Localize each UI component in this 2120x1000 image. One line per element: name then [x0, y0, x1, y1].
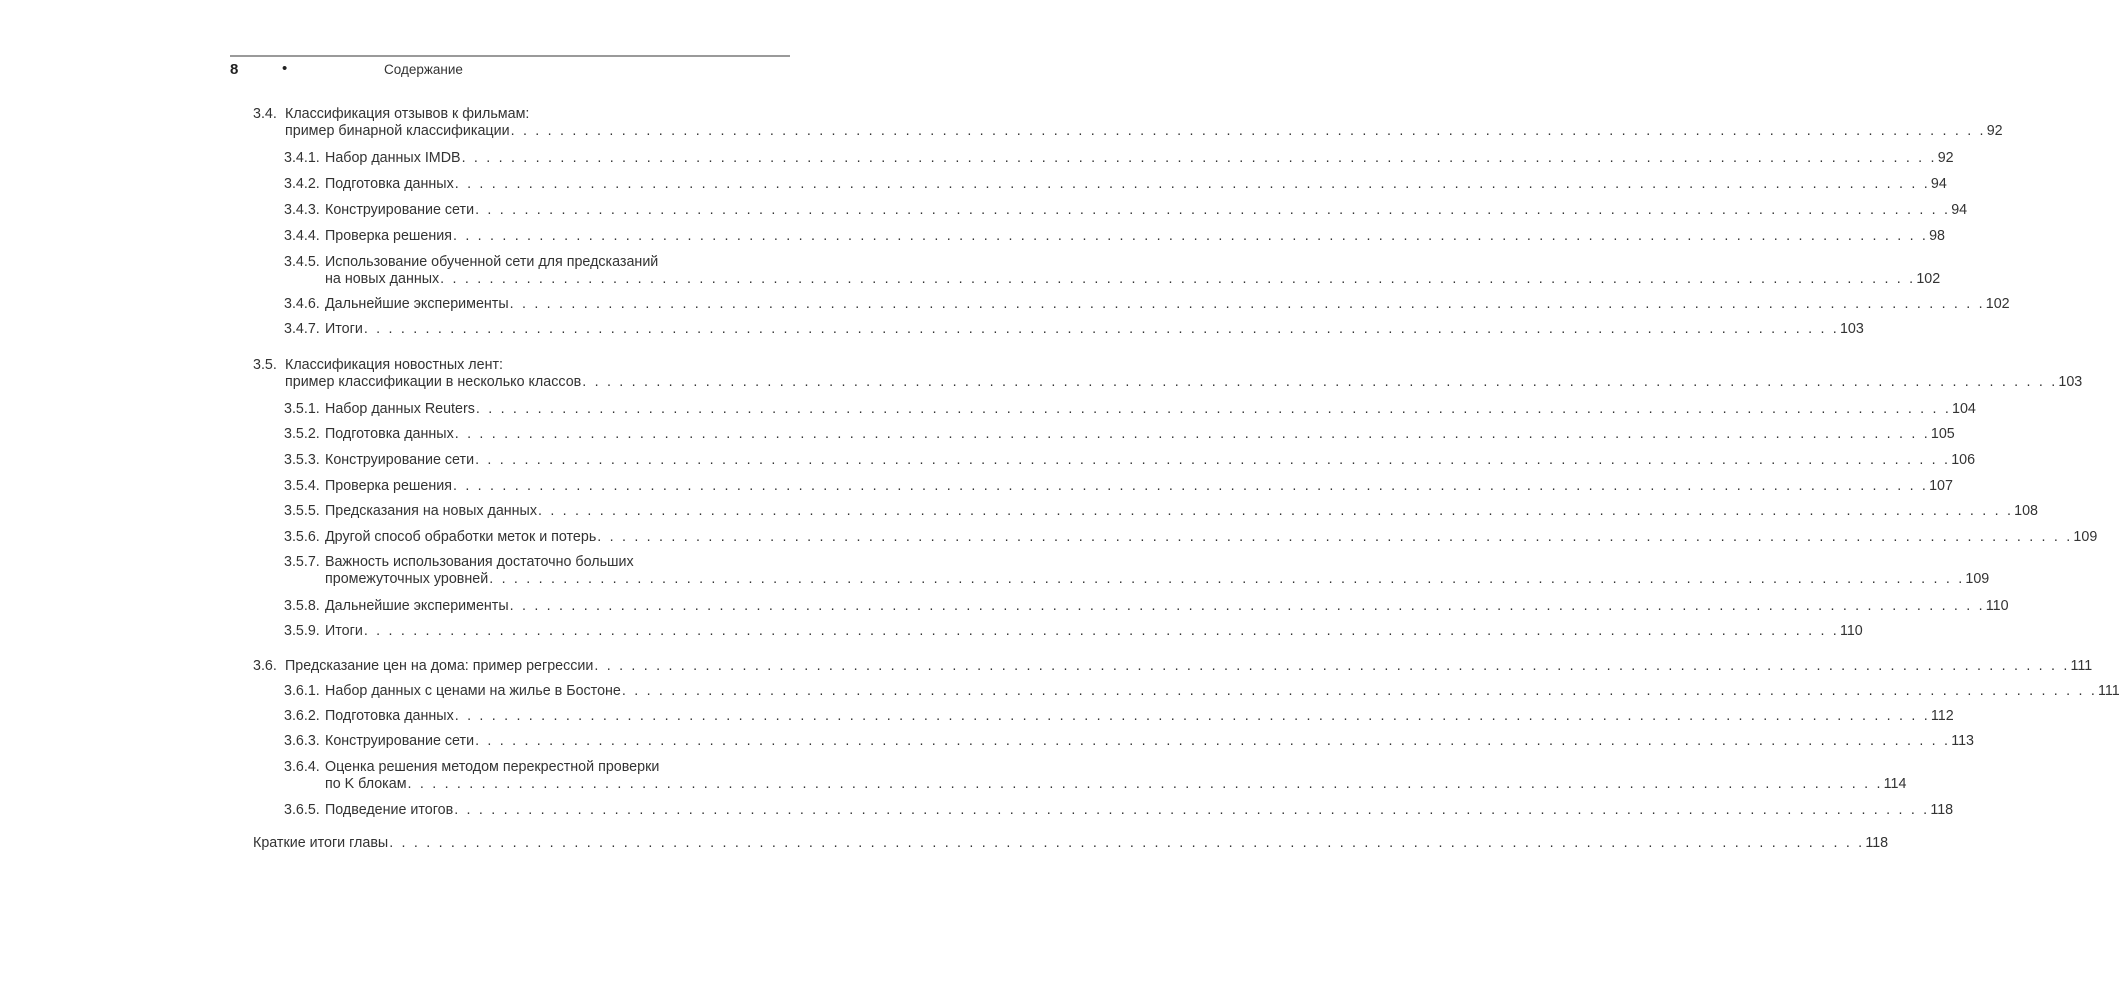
toc-entry-number: 3.4.5. [284, 254, 320, 270]
toc-entry-page: 98 [1929, 228, 1946, 244]
toc-entry-page: 111 [2070, 658, 2093, 674]
toc-entry-number: 3.5.9. [284, 623, 320, 639]
toc-entry[interactable] [284, 228, 1946, 245]
page-number: 8 [230, 61, 239, 78]
toc-entry-number: 3.5.1. [284, 401, 320, 417]
toc-entry[interactable] [284, 503, 2038, 520]
toc-entry-title: пример классификации в несколько классов [285, 374, 582, 390]
toc-entry[interactable] [284, 683, 2120, 700]
dot-leader: . . . . . . . . . . . . . . . . . . . . . . . . . . . . . . . . . . . . . . . . . . . . . . . . . . . . . . . . . . . . . . . . . . . . . . . . . . . . . . . . . . . . . . . . . . . . . . . . . . . . . . . . . . . . . . . . . . . . . . . . [454, 426, 1930, 442]
toc-entry[interactable] [284, 623, 1863, 640]
toc-entry-page: 106 [1951, 452, 1976, 468]
toc-entry-page: 118 [1930, 802, 1954, 818]
toc-entry-title: Проверка решения [325, 228, 452, 244]
toc-entry-title: Проверка решения [325, 478, 452, 494]
toc-entry-title: промежуточных уровней [325, 571, 489, 587]
toc-entry-title: пример бинарной классификации [285, 123, 510, 139]
toc-entry-page: 92 [1986, 123, 2003, 139]
dot-leader: . . . . . . . . . . . . . . . . . . . . . . . . . . . . . . . . . . . . . . . . . . . . . . . . . . . . . . . . . . . . . . . . . . . . . . . . . . . . . . . . . . . . . . . . . . . . . . . . . . . . . . . . . . . . . . . . . . . . . . . . [582, 374, 2058, 390]
running-header-title: Содержание [384, 62, 463, 77]
toc-entry-page: 94 [1930, 176, 1947, 192]
toc-entry[interactable] [284, 802, 1954, 819]
toc-entry-number: 3.6.1. [284, 683, 320, 699]
dot-leader: . . . . . . . . . . . . . . . . . . . . . . . . . . . . . . . . . . . . . . . . . . . . . . . . . . . . . . . . . . . . . . . . . . . . . . . . . . . . . . . . . . . . . . . . . . . . . . . . . . . . . . . . . . . . . . . . . . . . . . . . [454, 176, 1930, 192]
toc-entry-title: Краткие итоги главы [253, 835, 389, 851]
dot-leader: . . . . . . . . . . . . . . . . . . . . . . . . . . . . . . . . . . . . . . . . . . . . . . . . . . . . . . . . . . . . . . . . . . . . . . . . . . . . . . . . . . . . . . . . . . . . . . . . . . . . . . . . . . . . . . . . . . . . . . . . [363, 623, 1839, 639]
toc-entry[interactable] [284, 598, 2009, 615]
toc-entry-title: Подготовка данных [325, 176, 454, 192]
toc-entry-title: Дальнейшие эксперименты [325, 296, 509, 312]
toc-entry-page: 94 [1951, 202, 1968, 218]
toc-entry[interactable] [253, 357, 2083, 391]
dot-leader: . . . . . . . . . . . . . . . . . . . . . . . . . . . . . . . . . . . . . . . . . . . . . . . . . . . . . . . . . . . . . . . . . . . . . . . . . . . . . . . . . . . . . . . . . . . . . . . . . . . . . . . . . . . . . . . . . . . . . . . . [454, 708, 1930, 724]
toc-entry-title: Подведение итогов [325, 802, 454, 818]
toc-entry-page: 109 [1965, 571, 1990, 587]
toc-entry-number: 3.5.6. [284, 529, 320, 545]
toc-entry-number: 3.5.5. [284, 503, 320, 519]
toc-entry-title: Конструирование сети [325, 452, 475, 468]
toc-entry-title: Конструирование сети [325, 202, 475, 218]
toc-entry-title: Итоги [325, 321, 363, 337]
toc-entry[interactable] [253, 106, 2003, 140]
toc-entry[interactable] [284, 176, 1947, 193]
toc-entry-number: 3.4.1. [284, 150, 320, 166]
dot-leader: . . . . . . . . . . . . . . . . . . . . . . . . . . . . . . . . . . . . . . . . . . . . . . . . . . . . . . . . . . . . . . . . . . . . . . . . . . . . . . . . . . . . . . . . . . . . . . . . . . . . . . . . . . . . . . . . . . . . . . . . [454, 802, 1930, 818]
toc-entry-number: 3.4.7. [284, 321, 320, 337]
toc-entry-title: Предсказания на новых данных [325, 503, 537, 519]
toc-entry-number: 3.5. [253, 357, 277, 373]
toc-entry-page: 102 [1985, 296, 2010, 312]
toc-entry-page: 112 [1930, 708, 1954, 724]
toc-entry-title: Другой способ обработки меток и потерь [325, 529, 597, 545]
toc-entry-page: 107 [1929, 478, 1953, 494]
toc-entry-number: 3.5.4. [284, 478, 320, 494]
dot-leader: . . . . . . . . . . . . . . . . . . . . . . . . . . . . . . . . . . . . . . . . . . . . . . . . . . . . . . . . . . . . . . . . . . . . . . . . . . . . . . . . . . . . . . . . . . . . . . . . . . . . . . . . . . . . . . . . . . . . . . . . [594, 658, 2070, 674]
toc-entry[interactable] [284, 733, 1974, 750]
dot-leader: . . . . . . . . . . . . . . . . . . . . . . . . . . . . . . . . . . . . . . . . . . . . . . . . . . . . . . . . . . . . . . . . . . . . . . . . . . . . . . . . . . . . . . . . . . . . . . . . . . . . . . . . . . . . . . . . . . . . . . . . [509, 598, 1985, 614]
toc-entry-number: 3.5.3. [284, 452, 320, 468]
toc-entry[interactable] [284, 426, 1955, 443]
toc-entry-title: Подготовка данных [325, 426, 454, 442]
dot-leader: . . . . . . . . . . . . . . . . . . . . . . . . . . . . . . . . . . . . . . . . . . . . . . . . . . . . . . . . . . . . . . . . . . . . . . . . . . . . . . . . . . . . . . . . . . . . . . . . . . . . . . . . . . . . . . . . . . . . . . . . [621, 683, 2098, 699]
toc-entry-title: Использование обученной сети для предсказаний [325, 254, 659, 270]
toc-entry-number: 3.6.3. [284, 733, 320, 749]
toc-entry-title: Предсказание цен на дома: пример регрессии [285, 658, 594, 674]
toc-entry-number: 3.6.4. [284, 759, 320, 775]
toc-entry[interactable] [284, 254, 1941, 288]
dot-leader: . . . . . . . . . . . . . . . . . . . . . . . . . . . . . . . . . . . . . . . . . . . . . . . . . . . . . . . . . . . . . . . . . . . . . . . . . . . . . . . . . . . . . . . . . . . . . . . . . . . . . . . . . . . . . . . . . . . . . . . . [537, 503, 2014, 519]
toc-entry[interactable] [284, 452, 1976, 469]
toc-entry-page: 102 [1916, 271, 1941, 287]
toc-entry-page: 110 [1839, 623, 1863, 639]
toc-entry-title: Оценка решения методом перекрестной проверки [325, 759, 660, 775]
toc-entry[interactable] [284, 478, 1953, 495]
header-rule [230, 55, 790, 57]
toc-entry[interactable] [284, 759, 1907, 793]
toc-entry-number: 3.5.2. [284, 426, 320, 442]
toc-entry-number: 3.4.3. [284, 202, 320, 218]
toc-entry-page: 111 [2098, 683, 2120, 699]
dot-leader: . . . . . . . . . . . . . . . . . . . . . . . . . . . . . . . . . . . . . . . . . . . . . . . . . . . . . . . . . . . . . . . . . . . . . . . . . . . . . . . . . . . . . . . . . . . . . . . . . . . . . . . . . . . . . . . . . . . . . . . . [475, 452, 1951, 468]
toc-entry-number: 3.6.2. [284, 708, 320, 724]
toc-entry-page: 108 [2014, 503, 2038, 519]
dot-leader: . . . . . . . . . . . . . . . . . . . . . . . . . . . . . . . . . . . . . . . . . . . . . . . . . . . . . . . . . . . . . . . . . . . . . . . . . . . . . . . . . . . . . . . . . . . . . . . . . . . . . . . . . . . . . . . . . . . . . . . . [509, 296, 1985, 312]
dot-leader: . . . . . . . . . . . . . . . . . . . . . . . . . . . . . . . . . . . . . . . . . . . . . . . . . . . . . . . . . . . . . . . . . . . . . . . . . . . . . . . . . . . . . . . . . . . . . . . . . . . . . . . . . . . . . . . . . . . . . . . . [407, 776, 1883, 792]
dot-leader: . . . . . . . . . . . . . . . . . . . . . . . . . . . . . . . . . . . . . . . . . . . . . . . . . . . . . . . . . . . . . . . . . . . . . . . . . . . . . . . . . . . . . . . . . . . . . . . . . . . . . . . . . . . . . . . . . . . . . . . . [597, 529, 2073, 545]
toc-entry-title: Подготовка данных [325, 708, 454, 724]
toc-entry-title: Итоги [325, 623, 363, 639]
toc-entry-page: 104 [1952, 401, 1976, 417]
toc-entry[interactable] [253, 658, 2093, 675]
toc-entry-page: 105 [1930, 426, 1955, 442]
dot-leader: . . . . . . . . . . . . . . . . . . . . . . . . . . . . . . . . . . . . . . . . . . . . . . . . . . . . . . . . . . . . . . . . . . . . . . . . . . . . . . . . . . . . . . . . . . . . . . . . . . . . . . . . . . . . . . . . . . . . . . . . [452, 228, 1929, 244]
toc-entry-number: 3.6.5. [284, 802, 320, 818]
dot-leader: . . . . . . . . . . . . . . . . . . . . . . . . . . . . . . . . . . . . . . . . . . . . . . . . . . . . . . . . . . . . . . . . . . . . . . . . . . . . . . . . . . . . . . . . . . . . . . . . . . . . . . . . . . . . . . . . . . . . . . . . [452, 478, 1929, 494]
toc-entry-number: 3.5.8. [284, 598, 320, 614]
toc-entry-title: на новых данных [325, 271, 440, 287]
toc-entry[interactable] [284, 150, 1954, 167]
toc-entry[interactable] [284, 296, 2010, 313]
toc-entry-title: Классификация новостных лент: [285, 357, 503, 373]
toc-entry-page: 103 [2058, 374, 2083, 390]
toc-entry-page: 92 [1937, 150, 1954, 166]
toc-entry-title: Набор данных IMDB [325, 150, 461, 166]
toc-entry-number: 3.5.7. [284, 554, 320, 570]
toc-entry-page: 110 [1985, 598, 2009, 614]
toc-entry-number: 3.4.4. [284, 228, 320, 244]
header-bullet: • [282, 60, 288, 77]
toc-entry[interactable] [284, 708, 1954, 725]
toc-entry-page: 109 [2073, 529, 2098, 545]
dot-leader: . . . . . . . . . . . . . . . . . . . . . . . . . . . . . . . . . . . . . . . . . . . . . . . . . . . . . . . . . . . . . . . . . . . . . . . . . . . . . . . . . . . . . . . . . . . . . . . . . . . . . . . . . . . . . . . . . . . . . . . . [389, 835, 1865, 851]
dot-leader: . . . . . . . . . . . . . . . . . . . . . . . . . . . . . . . . . . . . . . . . . . . . . . . . . . . . . . . . . . . . . . . . . . . . . . . . . . . . . . . . . . . . . . . . . . . . . . . . . . . . . . . . . . . . . . . . . . . . . . . . [440, 271, 1916, 287]
toc-entry-number: 3.4.2. [284, 176, 320, 192]
toc-entry-page: 113 [1951, 733, 1974, 749]
toc-entry-page: 114 [1883, 776, 1907, 792]
toc-entry[interactable] [284, 529, 2098, 546]
dot-leader: . . . . . . . . . . . . . . . . . . . . . . . . . . . . . . . . . . . . . . . . . . . . . . . . . . . . . . . . . . . . . . . . . . . . . . . . . . . . . . . . . . . . . . . . . . . . . . . . . . . . . . . . . . . . . . . . . . . . . . . . [475, 202, 1951, 218]
toc-entry[interactable] [253, 835, 1889, 852]
dot-leader: . . . . . . . . . . . . . . . . . . . . . . . . . . . . . . . . . . . . . . . . . . . . . . . . . . . . . . . . . . . . . . . . . . . . . . . . . . . . . . . . . . . . . . . . . . . . . . . . . . . . . . . . . . . . . . . . . . . . . . . . [363, 321, 1839, 337]
toc-entry-title: Классификация отзывов к фильмам: [285, 106, 530, 122]
toc-entry[interactable] [284, 202, 1968, 219]
toc-entry-title: Набор данных Reuters [325, 401, 475, 417]
dot-leader: . . . . . . . . . . . . . . . . . . . . . . . . . . . . . . . . . . . . . . . . . . . . . . . . . . . . . . . . . . . . . . . . . . . . . . . . . . . . . . . . . . . . . . . . . . . . . . . . . . . . . . . . . . . . . . . . . . . . . . . . [510, 123, 1986, 139]
toc-entry-title: Конструирование сети [325, 733, 475, 749]
dot-leader: . . . . . . . . . . . . . . . . . . . . . . . . . . . . . . . . . . . . . . . . . . . . . . . . . . . . . . . . . . . . . . . . . . . . . . . . . . . . . . . . . . . . . . . . . . . . . . . . . . . . . . . . . . . . . . . . . . . . . . . . [475, 401, 1952, 417]
toc-entry[interactable] [284, 401, 1976, 418]
toc-entry[interactable] [284, 321, 1864, 338]
dot-leader: . . . . . . . . . . . . . . . . . . . . . . . . . . . . . . . . . . . . . . . . . . . . . . . . . . . . . . . . . . . . . . . . . . . . . . . . . . . . . . . . . . . . . . . . . . . . . . . . . . . . . . . . . . . . . . . . . . . . . . . . [461, 150, 1937, 166]
dot-leader: . . . . . . . . . . . . . . . . . . . . . . . . . . . . . . . . . . . . . . . . . . . . . . . . . . . . . . . . . . . . . . . . . . . . . . . . . . . . . . . . . . . . . . . . . . . . . . . . . . . . . . . . . . . . . . . . . . . . . . . . [489, 571, 1965, 587]
toc-entry-title: по K блокам [325, 776, 407, 792]
toc-entry-title: Дальнейшие эксперименты [325, 598, 509, 614]
toc-entry[interactable] [284, 554, 1990, 588]
toc-entry-page: 118 [1865, 835, 1889, 851]
toc-entry-number: 3.4. [253, 106, 277, 122]
toc-entry-number: 3.4.6. [284, 296, 320, 312]
toc-entry-title: Набор данных с ценами на жилье в Бостоне [325, 683, 621, 699]
toc-entry-page: 103 [1839, 321, 1864, 337]
toc-entry-number: 3.6. [253, 658, 277, 674]
dot-leader: . . . . . . . . . . . . . . . . . . . . . . . . . . . . . . . . . . . . . . . . . . . . . . . . . . . . . . . . . . . . . . . . . . . . . . . . . . . . . . . . . . . . . . . . . . . . . . . . . . . . . . . . . . . . . . . . . . . . . . . . [475, 733, 1951, 749]
toc-entry-title: Важность использования достаточно больших [325, 554, 634, 570]
